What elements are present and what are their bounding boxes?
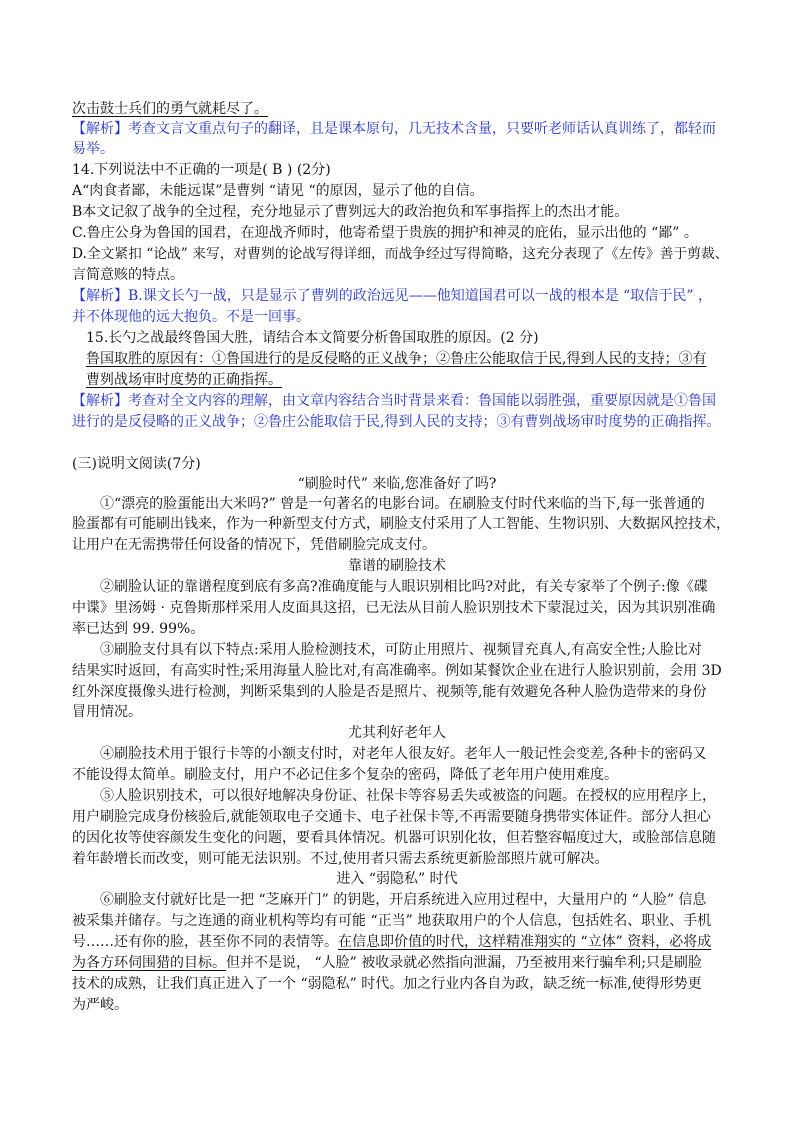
para4-line2: 不能设得太简单。刷脸支付，用户不必记住多个复杂的密码，降低了老年用户使用难度。 bbox=[72, 767, 618, 783]
q14-title: 14.下列说法中不正确的一项是( B ) (2分) bbox=[72, 162, 331, 178]
para2-line2: 中谍》里汤姆 · 克鲁斯那样采用人皮面具这招，已无法从目前人脸识别技术下蒙混过关，因为其识别准确 bbox=[72, 600, 716, 616]
q15-answer-line2: 曹刿战场审时度势的正确指挥。 bbox=[86, 372, 282, 388]
q13-answer-tail: 次击鼓士兵们的勇气就耗尽了。 bbox=[72, 101, 268, 117]
q15-analysis-line2: 进行的是反侵略的正义战争；②鲁庄公能取信于民,得到人民的支持；③有曹刿战场审时度势的正确指挥。 bbox=[72, 414, 721, 430]
q15-analysis-line1: 【解析】考查对全文内容的理解，由文章内容结合当时背景来看：鲁国能以弱胜强，重要原因就是①鲁国 bbox=[72, 393, 716, 409]
para1-line1: ①“漂亮的脸蛋能出大米吗?” 曾是一句著名的电影台词。在刷脸支付时代来临的当下,每一张普通的 bbox=[100, 496, 705, 512]
para6-line5: 技术的成熟，让我们真正进入了一个 “弱隐私” 时代。加之行业内各自为政，缺乏统一标准,使得形势更 bbox=[72, 976, 702, 992]
para3-line3: 红外深度摄像头进行检测，判断采集到的人脸是否是照片、视频等,能有效避免各种人脸伪造带来的身份 bbox=[72, 684, 707, 700]
para1-line3: 让用户在无需携带任何设备的情况下，凭借刷脸完成支付。 bbox=[72, 537, 436, 553]
para3-line4: 冒用情况。 bbox=[72, 704, 142, 720]
q13-analysis-line2: 易举。 bbox=[72, 141, 114, 157]
para6-line4 bbox=[72, 953, 702, 973]
para5-line1: ⑤人脸识别技术，可以很好地解决身份证、社保卡等容易丢失或被盗的问题。在授权的应用程序上， bbox=[100, 788, 716, 804]
subheading-reliable-tech: 靠谱的刷脸技术 bbox=[348, 558, 446, 574]
para6-line6: 为严峻。 bbox=[72, 997, 128, 1013]
para6-line3 bbox=[72, 932, 711, 952]
q13-analysis-line1: 【解析】考查文言文重点句子的翻译，且是课本原句，几无技术含量，只要听老师话认真训练了，都轻而 bbox=[72, 121, 716, 137]
para2-line1: ②刷脸认证的靠谱程度到底有多高?准确度能与人眼识别相比吗?对此，有关专家举了个例子:像《碟 bbox=[100, 579, 708, 595]
q15-answer-line1: 鲁国取胜的原因有：①鲁国进行的是反侵略的正义战争；②鲁庄公能取信于民,得到人民的支持；③有 bbox=[86, 351, 707, 367]
q14-analysis-line2: 并不体现他的远大抱负。不是一回事。 bbox=[72, 309, 310, 325]
para6-line3-underlined: 在信息即价值的时代，这样精准翔实的 “立体” 资料，必将成 bbox=[338, 934, 712, 950]
article-title: “刷脸时代” 来临,您准备好了吗? bbox=[297, 476, 497, 492]
para2-line3: 率已达到 99. 99%。 bbox=[72, 621, 205, 637]
q15-title: 15.长勺之战最终鲁国大胜，请结合本文简要分析鲁国取胜的原因。(2 分) bbox=[86, 330, 539, 346]
subheading-elderly: 尤其利好老年人 bbox=[348, 725, 446, 741]
para5-line4: 着年龄增长而改变，则可能无法识别。不过,使用者只需去系统更新脸部照片就可解决。 bbox=[72, 851, 609, 867]
q14-option-c: C.鲁庄公身为鲁国的国君，在迎战齐师时，他寄希望于贵族的拥护和神灵的庇佑，显示出他的 “鄙” 。 bbox=[72, 225, 698, 241]
para6-line2: 被采集并储存。与之连通的商业机构等均有可能 “正当” 地获取用户的个人信息，包括姓名、职业、手机 bbox=[72, 913, 712, 929]
q14-analysis-line1: 【解析】B.课文长勺一战，只是显示了曹刿的政治远见——他知道国君可以一战的根本是 “取信于民” ， bbox=[72, 288, 712, 304]
para3-line1: ③刷脸支付具有以下特点:采用人脸检测技术，可防止用照片、视频冒充真人,有高安全性;人脸比对 bbox=[100, 642, 702, 658]
para4-line1: ④刷脸技术用于银行卡等的小额支付时，对老年人很友好。老年人一般记性会变差,各种卡的密码又 bbox=[100, 746, 707, 762]
para6-line3-plain: 号……还有你的脸，甚至你不同的表情等。 bbox=[72, 934, 338, 950]
para1-line2: 脸蛋都有可能刷出钱来，作为一种新型支付方式，刷脸支付采用了人工智能、生物识别、大数据风控技术， bbox=[72, 516, 730, 532]
para5-line3: 的因化妆等使容颜发生变化的问题，要看具体情况。机器可识别化妆，但若整容幅度过大，或脸部信息随 bbox=[72, 830, 716, 846]
q14-option-d-line1: D.全文紧扣 “论战” 来写，对曹刿的论战写得详细，而战争经过写得简略，这充分表现了《左传》善于剪裁、 bbox=[72, 246, 729, 262]
para6-line4-plain: 但并不是说， “人脸” 被收录就必然指向泄漏，乃至被用来行骗牟利;只是刷脸 bbox=[226, 955, 702, 971]
para3-line2: 结果实时返回，有高实时性;采用海量人脸比对,有高准确率。例如某餐饮企业在进行人脸识别前，会用 3D bbox=[72, 663, 722, 679]
section-header: (三)说明文阅读(7分) bbox=[72, 456, 201, 472]
subheading-weak-privacy: 进入 “弱隐私” 时代 bbox=[336, 871, 458, 887]
para5-line2: 用户刷脸完成身份核验后,就能领取电子交通卡、电子社保卡等,不再需要随身携带实体证件。部分人担心 bbox=[72, 809, 711, 825]
q14-option-d-line2: 言简意赅的特点。 bbox=[72, 267, 184, 283]
q14-option-b: B本文记叙了战争的全过程，充分地显示了曹刿远大的政治抱负和军事指挥上的杰出才能。 bbox=[72, 204, 629, 220]
para6-line4-underlined: 为各方环伺围猎的目标。 bbox=[72, 955, 226, 971]
para6-line1: ⑥刷脸支付就好比是一把 “芝麻开门” 的钥匙，开启系统进入应用过程中，大量用户的 “人脸” 信息 bbox=[100, 892, 707, 908]
q14-option-a: A“肉食者鄙，未能远谋”是曹刿 “请见 “的原因，显示了他的自信。 bbox=[72, 183, 484, 199]
